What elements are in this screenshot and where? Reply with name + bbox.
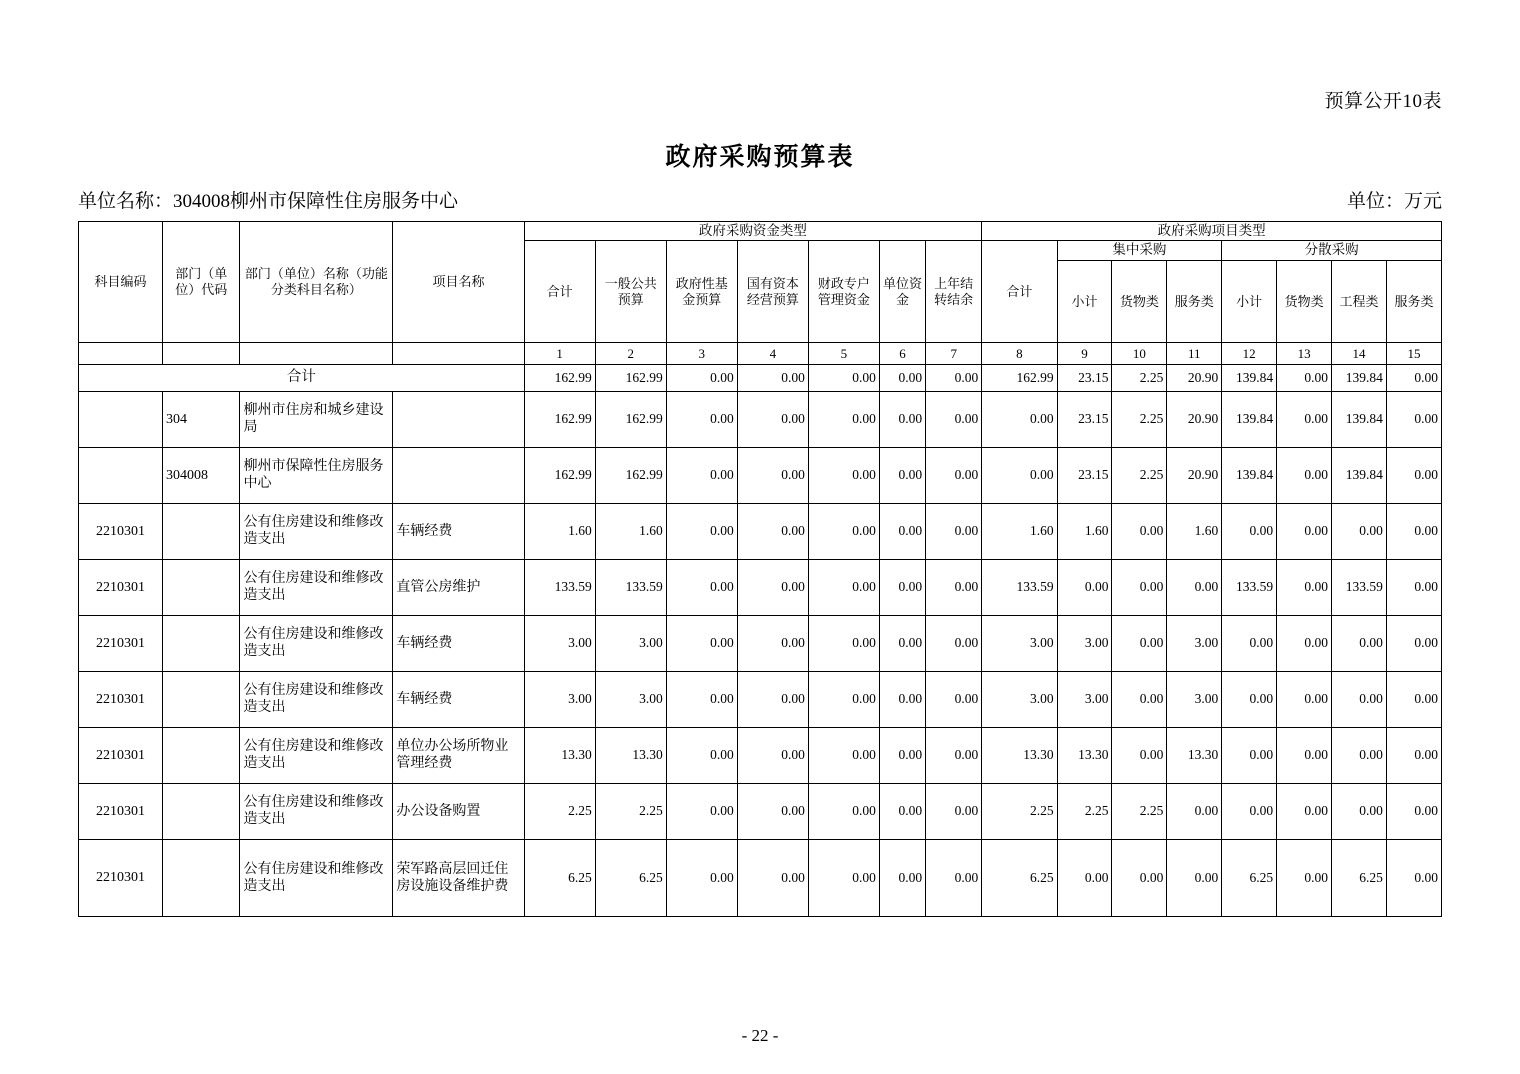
row-v4: 0.00 — [737, 559, 808, 615]
row-v9: 0.00 — [1057, 559, 1112, 615]
th-fund-special-account: 财政专户管理资金 — [808, 241, 879, 342]
row-v11: 20.90 — [1167, 391, 1222, 447]
table-row — [79, 671, 1442, 727]
row-v8: 0.00 — [982, 391, 1057, 447]
total-v7: 0.00 — [926, 364, 982, 391]
table-row — [79, 615, 1442, 671]
row-v4: 0.00 — [737, 391, 808, 447]
row-v15: 0.00 — [1386, 391, 1441, 447]
form-tag: 预算公开10表 — [1324, 91, 1442, 112]
row-v4: 0.00 — [737, 615, 808, 671]
colnum-10: 10 — [1112, 342, 1167, 364]
row-v14: 0.00 — [1332, 671, 1387, 727]
row-v3: 0.00 — [666, 615, 737, 671]
th-d-subtotal: 小计 — [1222, 260, 1277, 342]
total-v15: 0.00 — [1386, 364, 1441, 391]
th-decentralized-group: 分散采购 — [1222, 241, 1442, 260]
row-v5: 0.00 — [808, 559, 879, 615]
row-v6: 0.00 — [879, 727, 925, 783]
row-v3: 0.00 — [666, 671, 737, 727]
th-d-service: 服务类 — [1386, 260, 1441, 342]
row-v7: 0.00 — [926, 559, 982, 615]
row-v6: 0.00 — [879, 615, 925, 671]
row-v14: 0.00 — [1332, 503, 1387, 559]
row-v8: 2.25 — [982, 783, 1057, 839]
table-row — [79, 391, 1442, 447]
row-v15: 0.00 — [1386, 671, 1441, 727]
row-v10: 2.25 — [1112, 391, 1167, 447]
th-fund-unit: 单位资金 — [879, 241, 925, 342]
row-v2: 133.59 — [595, 559, 666, 615]
row-v5: 0.00 — [808, 391, 879, 447]
row-v8: 3.00 — [982, 671, 1057, 727]
row-dept-name: 柳州市住房和城乡建设局 — [240, 391, 393, 447]
total-v11: 20.90 — [1167, 364, 1222, 391]
row-v1: 162.99 — [524, 391, 595, 447]
row-v3: 0.00 — [666, 839, 737, 916]
row-v10: 0.00 — [1112, 615, 1167, 671]
total-v4: 0.00 — [737, 364, 808, 391]
row-code: 2210301 — [79, 671, 163, 727]
row-dept-code — [162, 839, 240, 916]
row-v2: 3.00 — [595, 615, 666, 671]
row-v1: 2.25 — [524, 783, 595, 839]
colnum-2: 2 — [595, 342, 666, 364]
row-v2: 162.99 — [595, 391, 666, 447]
row-dept-code — [162, 671, 240, 727]
row-code: 2210301 — [79, 839, 163, 916]
row-v1: 13.30 — [524, 727, 595, 783]
row-v5: 0.00 — [808, 503, 879, 559]
row-v14: 133.59 — [1332, 559, 1387, 615]
row-v5: 0.00 — [808, 671, 879, 727]
row-v7: 0.00 — [926, 727, 982, 783]
row-v15: 0.00 — [1386, 559, 1441, 615]
row-v3: 0.00 — [666, 727, 737, 783]
row-v8: 13.30 — [982, 727, 1057, 783]
row-project: 办公设备购置 — [393, 783, 524, 839]
row-code: 2210301 — [79, 503, 163, 559]
row-v14: 139.84 — [1332, 391, 1387, 447]
colnum-blank-2 — [162, 342, 240, 364]
row-v15: 0.00 — [1386, 839, 1441, 916]
th-c-service: 服务类 — [1167, 260, 1222, 342]
row-v12: 0.00 — [1222, 503, 1277, 559]
row-v6: 0.00 — [879, 447, 925, 503]
row-v12: 139.84 — [1222, 391, 1277, 447]
row-v2: 13.30 — [595, 727, 666, 783]
total-v12: 139.84 — [1222, 364, 1277, 391]
row-v10: 0.00 — [1112, 839, 1167, 916]
row-v6: 0.00 — [879, 559, 925, 615]
page-number: - 22 - — [741, 1026, 779, 1045]
row-dept-code — [162, 727, 240, 783]
colnum-3: 3 — [666, 342, 737, 364]
th-fund-state-capital: 国有资本经营预算 — [737, 241, 808, 342]
row-v6: 0.00 — [879, 391, 925, 447]
header-row-group — [79, 222, 1442, 241]
row-project: 车辆经费 — [393, 503, 524, 559]
row-v4: 0.00 — [737, 503, 808, 559]
total-v10: 2.25 — [1112, 364, 1167, 391]
row-v14: 0.00 — [1332, 727, 1387, 783]
colnum-9: 9 — [1057, 342, 1112, 364]
colnum-11: 11 — [1167, 342, 1222, 364]
row-v12: 0.00 — [1222, 727, 1277, 783]
row-v7: 0.00 — [926, 503, 982, 559]
table-row-total — [79, 364, 1442, 391]
row-code: 2210301 — [79, 559, 163, 615]
row-v4: 0.00 — [737, 727, 808, 783]
row-v11: 0.00 — [1167, 783, 1222, 839]
th-fund-public: 一般公共预算 — [595, 241, 666, 342]
row-v15: 0.00 — [1386, 447, 1441, 503]
total-v6: 0.00 — [879, 364, 925, 391]
row-dept-code: 304008 — [162, 447, 240, 503]
row-v13: 0.00 — [1277, 559, 1332, 615]
row-v8: 0.00 — [982, 447, 1057, 503]
procurement-budget-table — [78, 221, 1442, 917]
row-v1: 162.99 — [524, 447, 595, 503]
row-v11: 0.00 — [1167, 839, 1222, 916]
colnum-blank-1 — [79, 342, 163, 364]
row-code: 2210301 — [79, 615, 163, 671]
row-v13: 0.00 — [1277, 839, 1332, 916]
total-v13: 0.00 — [1277, 364, 1332, 391]
row-v3: 0.00 — [666, 447, 737, 503]
row-code: 2210301 — [79, 727, 163, 783]
th-d-project: 工程类 — [1332, 260, 1387, 342]
total-v5: 0.00 — [808, 364, 879, 391]
row-v14: 139.84 — [1332, 447, 1387, 503]
row-v6: 0.00 — [879, 671, 925, 727]
row-v7: 0.00 — [926, 391, 982, 447]
row-v11: 13.30 — [1167, 727, 1222, 783]
row-v7: 0.00 — [926, 671, 982, 727]
row-dept-name: 公有住房建设和维修改造支出 — [240, 783, 393, 839]
table-row — [79, 727, 1442, 783]
row-v2: 2.25 — [595, 783, 666, 839]
row-v3: 0.00 — [666, 391, 737, 447]
row-v10: 0.00 — [1112, 671, 1167, 727]
row-dept-name: 公有住房建设和维修改造支出 — [240, 671, 393, 727]
row-v7: 0.00 — [926, 447, 982, 503]
row-v9: 13.30 — [1057, 727, 1112, 783]
row-dept-name: 柳州市保障性住房服务中心 — [240, 447, 393, 503]
row-v12: 0.00 — [1222, 615, 1277, 671]
row-v9: 3.00 — [1057, 671, 1112, 727]
row-v3: 0.00 — [666, 503, 737, 559]
th-fund-type-group: 政府采购资金类型 — [524, 222, 982, 241]
row-v11: 3.00 — [1167, 615, 1222, 671]
row-v12: 133.59 — [1222, 559, 1277, 615]
table-row — [79, 783, 1442, 839]
colnum-8: 8 — [982, 342, 1057, 364]
row-project: 车辆经费 — [393, 615, 524, 671]
row-v13: 0.00 — [1277, 391, 1332, 447]
unit-name-label: 单位名称：304008柳州市保障性住房服务中心 — [78, 191, 459, 212]
th-c-goods: 货物类 — [1112, 260, 1167, 342]
row-v5: 0.00 — [808, 839, 879, 916]
row-v11: 3.00 — [1167, 671, 1222, 727]
row-v3: 0.00 — [666, 559, 737, 615]
row-v8: 133.59 — [982, 559, 1057, 615]
row-v13: 0.00 — [1277, 447, 1332, 503]
row-v15: 0.00 — [1386, 783, 1441, 839]
table-row — [79, 503, 1442, 559]
row-v7: 0.00 — [926, 615, 982, 671]
column-number-row — [79, 342, 1442, 364]
row-code — [79, 447, 163, 503]
row-v1: 3.00 — [524, 671, 595, 727]
colnum-13: 13 — [1277, 342, 1332, 364]
colnum-blank-4 — [393, 342, 524, 364]
th-c-subtotal: 小计 — [1057, 260, 1112, 342]
row-dept-name: 公有住房建设和维修改造支出 — [240, 559, 393, 615]
unit-measure-label: 单位：万元 — [1346, 191, 1442, 212]
row-v12: 0.00 — [1222, 671, 1277, 727]
th-col-code: 科目编码 — [79, 222, 163, 343]
total-v9: 23.15 — [1057, 364, 1112, 391]
total-v1: 162.99 — [524, 364, 595, 391]
row-v5: 0.00 — [808, 727, 879, 783]
row-v4: 0.00 — [737, 839, 808, 916]
row-v8: 3.00 — [982, 615, 1057, 671]
th-item-type-group: 政府采购项目类型 — [982, 222, 1442, 241]
row-v10: 0.00 — [1112, 559, 1167, 615]
row-code: 2210301 — [79, 783, 163, 839]
row-dept-name: 公有住房建设和维修改造支出 — [240, 615, 393, 671]
row-dept-code — [162, 783, 240, 839]
row-dept-name: 公有住房建设和维修改造支出 — [240, 727, 393, 783]
row-v13: 0.00 — [1277, 503, 1332, 559]
row-dept-code: 304 — [162, 391, 240, 447]
row-v2: 1.60 — [595, 503, 666, 559]
table-row — [79, 839, 1442, 916]
row-v5: 0.00 — [808, 783, 879, 839]
row-v2: 6.25 — [595, 839, 666, 916]
th-fund-carryover: 上年结转结余 — [926, 241, 982, 342]
row-v12: 139.84 — [1222, 447, 1277, 503]
row-v5: 0.00 — [808, 447, 879, 503]
row-v8: 1.60 — [982, 503, 1057, 559]
colnum-12: 12 — [1222, 342, 1277, 364]
row-v2: 3.00 — [595, 671, 666, 727]
row-v13: 0.00 — [1277, 615, 1332, 671]
row-v12: 0.00 — [1222, 783, 1277, 839]
row-v14: 6.25 — [1332, 839, 1387, 916]
colnum-4: 4 — [737, 342, 808, 364]
row-v11: 0.00 — [1167, 559, 1222, 615]
colnum-14: 14 — [1332, 342, 1387, 364]
table-row — [79, 447, 1442, 503]
row-project: 车辆经费 — [393, 671, 524, 727]
row-v13: 0.00 — [1277, 783, 1332, 839]
th-centralized-group: 集中采购 — [1057, 241, 1222, 260]
table-row — [79, 559, 1442, 615]
row-v9: 23.15 — [1057, 447, 1112, 503]
row-v1: 3.00 — [524, 615, 595, 671]
row-project — [393, 447, 524, 503]
total-v14: 139.84 — [1332, 364, 1387, 391]
th-dept-name: 部门（单位）名称（功能分类科目名称） — [240, 222, 393, 343]
colnum-5: 5 — [808, 342, 879, 364]
row-v10: 0.00 — [1112, 503, 1167, 559]
row-dept-code — [162, 559, 240, 615]
th-fund-total: 合计 — [524, 241, 595, 342]
row-v13: 0.00 — [1277, 727, 1332, 783]
row-project: 单位办公场所物业管理经费 — [393, 727, 524, 783]
row-v4: 0.00 — [737, 447, 808, 503]
total-v3: 0.00 — [666, 364, 737, 391]
row-v5: 0.00 — [808, 615, 879, 671]
row-v7: 0.00 — [926, 783, 982, 839]
row-dept-code — [162, 503, 240, 559]
row-v12: 6.25 — [1222, 839, 1277, 916]
row-v3: 0.00 — [666, 783, 737, 839]
total-v8: 162.99 — [982, 364, 1057, 391]
row-dept-name: 公有住房建设和维修改造支出 — [240, 503, 393, 559]
row-v2: 162.99 — [595, 447, 666, 503]
row-v9: 0.00 — [1057, 839, 1112, 916]
row-project: 荣军路高层回迁住房设施设备维护费 — [393, 839, 524, 916]
row-v6: 0.00 — [879, 839, 925, 916]
row-v1: 6.25 — [524, 839, 595, 916]
th-fund-gov-fund: 政府性基金预算 — [666, 241, 737, 342]
colnum-6: 6 — [879, 342, 925, 364]
row-v13: 0.00 — [1277, 671, 1332, 727]
colnum-15: 15 — [1386, 342, 1441, 364]
row-v4: 0.00 — [737, 671, 808, 727]
row-v15: 0.00 — [1386, 727, 1441, 783]
row-v15: 0.00 — [1386, 503, 1441, 559]
row-v9: 1.60 — [1057, 503, 1112, 559]
row-v9: 3.00 — [1057, 615, 1112, 671]
row-v11: 1.60 — [1167, 503, 1222, 559]
total-label: 合计 — [79, 364, 525, 391]
row-code — [79, 391, 163, 447]
row-v10: 0.00 — [1112, 727, 1167, 783]
row-v1: 1.60 — [524, 503, 595, 559]
row-v6: 0.00 — [879, 783, 925, 839]
colnum-7: 7 — [926, 342, 982, 364]
meta-row — [78, 186, 1442, 212]
row-v4: 0.00 — [737, 783, 808, 839]
colnum-blank-3 — [240, 342, 393, 364]
row-v1: 133.59 — [524, 559, 595, 615]
row-dept-name: 公有住房建设和维修改造支出 — [240, 839, 393, 916]
total-v2: 162.99 — [595, 364, 666, 391]
row-v14: 0.00 — [1332, 615, 1387, 671]
row-v8: 6.25 — [982, 839, 1057, 916]
row-v11: 20.90 — [1167, 447, 1222, 503]
row-v9: 23.15 — [1057, 391, 1112, 447]
row-v10: 2.25 — [1112, 783, 1167, 839]
row-v7: 0.00 — [926, 839, 982, 916]
row-dept-code — [162, 615, 240, 671]
row-project: 直管公房维护 — [393, 559, 524, 615]
row-project — [393, 391, 524, 447]
th-project-name: 项目名称 — [393, 222, 524, 343]
row-v10: 2.25 — [1112, 447, 1167, 503]
row-v15: 0.00 — [1386, 615, 1441, 671]
row-v6: 0.00 — [879, 503, 925, 559]
colnum-1: 1 — [524, 342, 595, 364]
row-v9: 2.25 — [1057, 783, 1112, 839]
th-item-total: 合计 — [982, 241, 1057, 342]
row-v14: 0.00 — [1332, 783, 1387, 839]
th-dept-code: 部门（单位）代码 — [162, 222, 240, 343]
page-title: 政府采购预算表 — [665, 144, 855, 171]
th-d-goods: 货物类 — [1277, 260, 1332, 342]
